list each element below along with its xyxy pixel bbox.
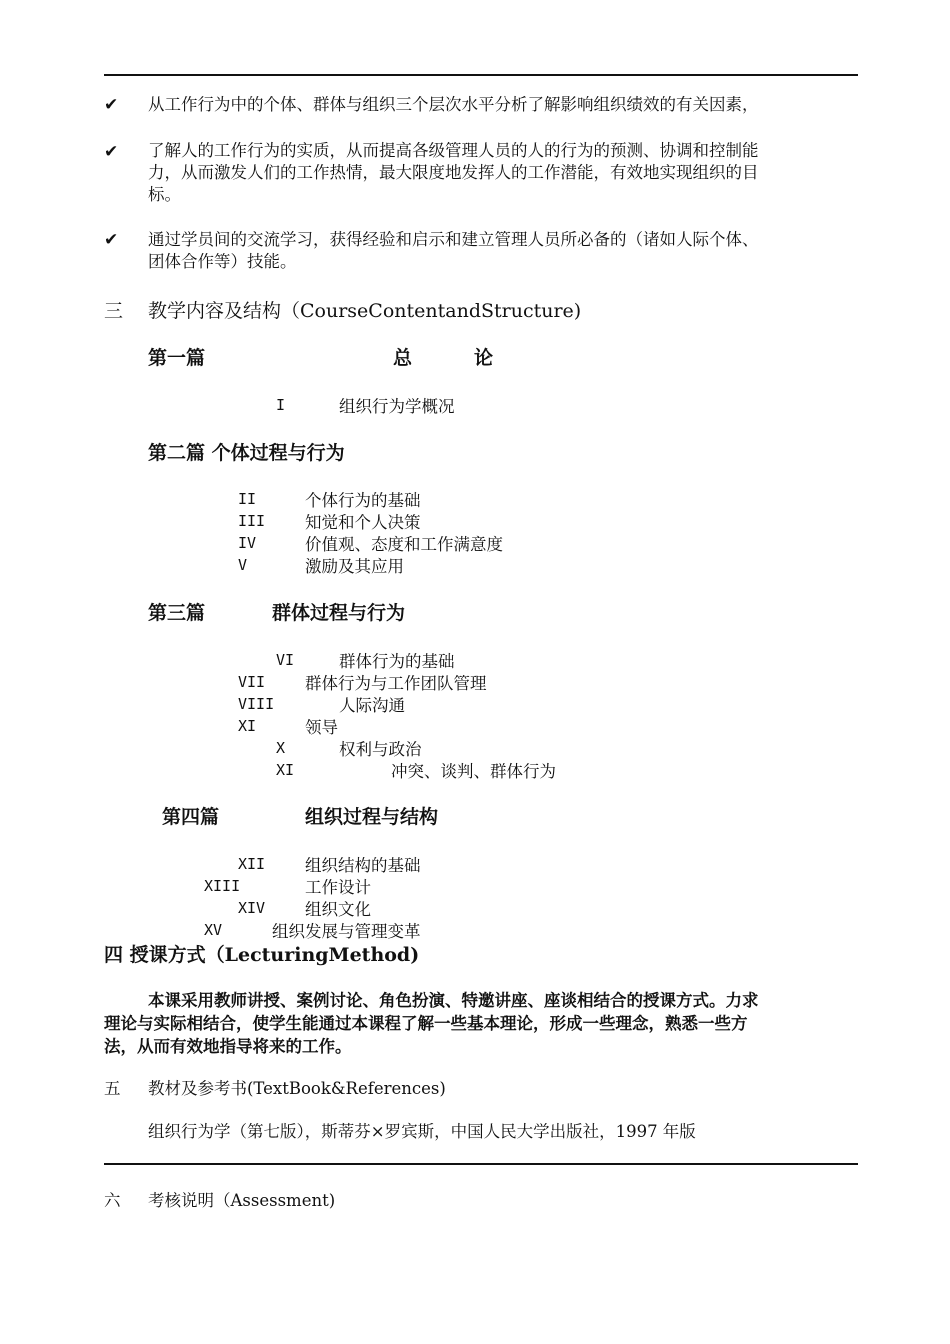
chapter-roman: III [238,512,266,530]
section-5-title: 教材及参考书(TextBook&References) [148,1079,446,1098]
chapter-roman: XII [238,855,266,873]
goal-3-line-2: 团体合作等）技能。 [148,252,297,271]
chapter-roman: IV [238,534,257,552]
chapter-roman: XI [238,717,257,735]
chapter-title: 人际沟通 [339,696,405,715]
section-5-number: 五 [104,1079,121,1098]
chapter-roman: V [238,556,248,574]
method-line-3: 法，从而有效地指导将来的工作。 [104,1037,352,1056]
chapter-title: 激励及其应用 [305,557,404,576]
chapter-roman: VI [276,651,295,669]
chapter-roman: XI [276,761,295,779]
part-4-label: 第四篇 [162,806,220,828]
part-4-title: 组织过程与结构 [305,806,439,828]
goal-2-line-3: 标。 [148,185,181,204]
chapter-roman: XV [204,921,223,939]
method-line-2: 理论与实际相结合，使学生能通过本课程了解一些基本理论，形成一些理念，熟悉一些方 [104,1014,748,1033]
section-6-number: 六 [104,1191,121,1210]
chapter-title: 知觉和个人决策 [305,513,421,532]
chapter-roman: II [238,490,257,508]
goal-2-line-2: 力，从而激发人们的工作热情，最大限度地发挥人的工作潜能，有效地实现组织的目 [148,163,759,182]
part-1-title-b: 论 [474,347,494,369]
chapter-title: 领导 [305,718,338,737]
top-rule [104,74,858,76]
section-6-title: 考核说明（Assessment) [148,1191,336,1210]
section-4-title: 四 授课方式（LecturingMethod) [104,944,420,966]
bottom-rule [104,1163,858,1165]
check-icon: ✔ [104,95,119,115]
goal-2-line-1: 了解人的工作行为的实质，从而提高各级管理人员的人的行为的预测、协调和控制能 [148,141,759,160]
goal-3-line-1: 通过学员间的交流学习，获得经验和启示和建立管理人员所必备的（诸如人际个体、 [148,230,759,249]
chapter-roman: VIII [238,695,275,713]
chapter-title: 冲突、谈判、群体行为 [391,762,556,781]
check-icon: ✔ [104,230,119,250]
chapter-title: 组织结构的基础 [305,856,421,875]
chapter-title: 群体行为的基础 [339,652,455,671]
part-3-title: 群体过程与行为 [272,602,406,624]
part-1-title-a: 总 [393,347,413,369]
chapter-title: 工作设计 [305,878,371,897]
chapter-title: 组织行为学概况 [339,397,455,416]
chapter-title: 权利与政治 [339,740,422,759]
section-3-title: 教学内容及结构（CourseContentandStructure) [148,300,582,322]
reference-entry: 组织行为学（第七版），斯蒂芬×罗宾斯，中国人民大学出版社，1997 年版 [148,1122,696,1141]
chapter-roman: I [276,396,286,414]
chapter-roman: XIII [204,877,241,895]
chapter-title: 价值观、态度和工作满意度 [305,535,503,554]
chapter-title: 群体行为与工作团队管理 [305,674,487,693]
part-1-label: 第一篇 [148,347,206,369]
chapter-roman: X [276,739,286,757]
chapter-roman: VII [238,673,266,691]
chapter-title: 组织文化 [305,900,371,919]
check-icon: ✔ [104,142,119,162]
chapter-title: 组织发展与管理变革 [272,922,421,941]
method-line-1: 本课采用教师讲授、案例讨论、角色扮演、特邀讲座、座谈相结合的授课方式。力求 [148,991,759,1010]
chapter-roman: XIV [238,899,266,917]
goal-1-line-1: 从工作行为中的个体、群体与组织三个层次水平分析了解影响组织绩效的有关因素， [148,95,759,114]
part-2-label: 第二篇 个体过程与行为 [148,442,345,464]
section-3-number: 三 [104,300,124,322]
part-3-label: 第三篇 [148,602,206,624]
chapter-title: 个体行为的基础 [305,491,421,510]
